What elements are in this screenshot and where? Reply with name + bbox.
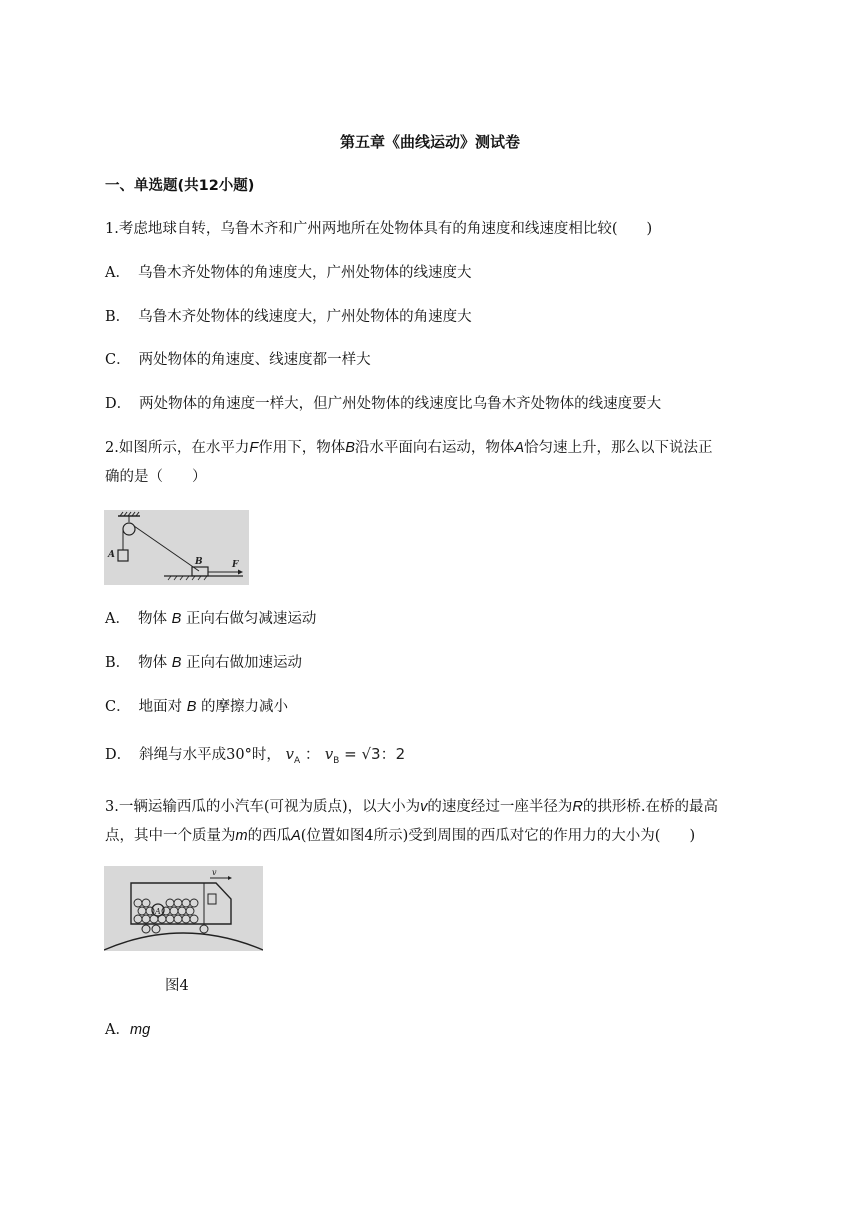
stem-text: 点，其中一个质量为: [105, 828, 236, 844]
q3-option-a: [105, 1020, 150, 1040]
variable-m: m: [235, 828, 248, 844]
stem-text: 沿水平面向右运动，物体: [354, 440, 515, 456]
option-letter: B．: [105, 309, 131, 325]
option-letter: D．: [105, 396, 132, 412]
question-2-stem-line-2: 确的是（ ）: [105, 469, 207, 485]
option-text: 正向右做匀减速运动: [185, 611, 317, 627]
label-A: A: [108, 550, 115, 560]
q1-option-a: [105, 263, 471, 283]
truck-diagram: [104, 866, 263, 951]
option-letter: A．: [105, 265, 130, 281]
velocity-ratio-formula: [285, 745, 406, 766]
q2-option-a: [105, 609, 316, 629]
option-text: 的摩擦力减小: [201, 699, 288, 715]
option-text: 乌鲁木齐处物体的线速度大，广州处物体的角速度大: [138, 309, 472, 325]
option-text: 物体: [137, 611, 167, 627]
label-v: v: [212, 868, 217, 877]
option-letter: B．: [105, 655, 131, 671]
question-3-stem: [105, 797, 718, 817]
option-text: 正向右做加速运动: [186, 655, 303, 671]
formula-v: v: [285, 745, 294, 763]
pulley-figure: [104, 510, 249, 585]
option-letter: C．: [105, 699, 131, 715]
variable-B: B: [186, 699, 197, 715]
variable-B: B: [345, 440, 355, 456]
q2-option-b: [105, 653, 302, 673]
formula-v: v: [324, 745, 334, 763]
page-title: 第五章《曲线运动》测试卷: [339, 133, 520, 151]
option-text: 两处物体的角速度、线速度都一样大: [138, 352, 371, 368]
stem-text: 2.如图所示，在水平力: [105, 440, 250, 456]
formula-sub-b: B: [333, 756, 340, 766]
q1-option-c: [105, 350, 371, 370]
option-text: 斜绳与水平成30°时，: [139, 747, 281, 763]
option-letter: A．: [105, 611, 130, 627]
section-heading: 一、单选题(共12小题): [105, 178, 255, 194]
option-text: 物体: [138, 655, 168, 671]
option-text: 乌鲁木齐处物体的角速度大，广州处物体的线速度大: [137, 265, 472, 281]
formula-sub-a: A: [293, 756, 301, 766]
pulley-diagram: [104, 510, 249, 585]
formula-colon: ：: [304, 745, 320, 763]
variable-v: v: [420, 799, 428, 815]
variable-R: R: [572, 799, 583, 815]
variable-A: A: [291, 828, 301, 844]
question-2-stem: [105, 438, 713, 458]
variable-A: A: [514, 440, 525, 456]
option-letter: D．: [105, 747, 132, 763]
label-A: A: [155, 907, 161, 916]
q2-option-c: [105, 697, 288, 717]
variable-B: B: [171, 611, 182, 627]
stem-text: 的西瓜: [247, 828, 292, 844]
option-letter: A．: [105, 1022, 130, 1038]
stem-text: 的速度经过一座半径为: [427, 799, 573, 815]
stem-text: 3.一辆运输西瓜的小汽车(可视为质点)，以大小为: [105, 799, 421, 815]
stem-text: (位置如图4所示)受到周围的西瓜对它的作用力的大小为( ): [300, 828, 696, 844]
variable-B: B: [171, 655, 182, 671]
q2-option-d: [105, 744, 405, 771]
label-F: F: [232, 560, 239, 570]
option-text: mg: [129, 1022, 151, 1038]
formula-ratio: ：2: [380, 745, 406, 763]
formula-equals: =: [344, 745, 357, 763]
option-text: 地面对: [138, 699, 183, 715]
option-letter: C．: [105, 352, 131, 368]
stem-text: 作用下，物体: [258, 440, 346, 456]
question-1-stem: 1.考虑地球自转，乌鲁木齐和广州两地所在处物体具有的角速度和线速度相比较( ): [105, 221, 653, 237]
stem-text: 恰匀速上升，那么以下说法正: [524, 440, 713, 456]
variable-F: F: [249, 440, 259, 456]
stem-text: 的拱形桥.在桥的最高: [582, 799, 718, 815]
figure-caption: 图4: [165, 978, 189, 994]
q1-option-d: [105, 394, 661, 414]
question-3-stem-line-2: [105, 826, 695, 846]
label-B: B: [195, 557, 203, 567]
truck-figure: [104, 866, 263, 951]
q1-option-b: [105, 307, 472, 327]
option-text: 两处物体的角速度一样大，但广州处物体的线速度比乌鲁木齐处物体的线速度要大: [139, 396, 662, 412]
formula-sqrt: √3: [361, 745, 381, 763]
